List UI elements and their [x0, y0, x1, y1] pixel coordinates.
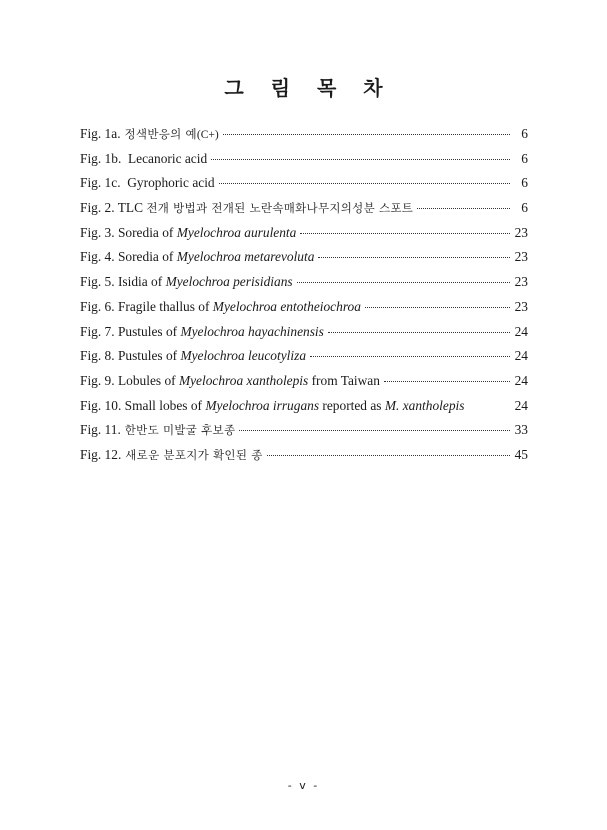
page-reference: 24	[514, 397, 528, 413]
figure-number: Fig. 1a.	[80, 126, 121, 141]
species-name: Myelochroa aurulenta	[176, 224, 297, 240]
figure-number: Fig. 4.	[80, 249, 115, 265]
page-reference: 33	[514, 422, 528, 438]
figure-number: Fig. 11.	[80, 422, 121, 438]
toc-entry-label	[80, 274, 293, 290]
toc-entry[interactable]	[80, 348, 528, 373]
toc-entry[interactable]	[80, 398, 528, 423]
page-reference: 23	[514, 249, 528, 265]
figure-number: Fig. 1b.	[80, 150, 122, 166]
caption-text: 새로운 분포지가 확인된 종	[121, 447, 263, 462]
page-reference: 24	[514, 348, 528, 364]
species-name: Myelochroa perisidians	[165, 274, 293, 290]
page-number: - v -	[287, 779, 320, 792]
caption-text: Small lobes of	[121, 397, 206, 413]
dot-leader	[239, 429, 510, 431]
dot-leader	[466, 406, 512, 407]
dot-leader	[300, 232, 510, 234]
page-reference: 23	[514, 224, 528, 240]
toc-entry-label	[80, 373, 380, 389]
toc-entry[interactable]	[80, 274, 528, 299]
toc-entry[interactable]	[80, 225, 528, 250]
dot-leader	[365, 306, 510, 308]
toc-entry[interactable]	[80, 249, 528, 274]
toc-entry-label	[80, 324, 324, 340]
toc-entry-label	[80, 126, 219, 142]
toc-entry-label	[80, 398, 464, 414]
toc-entry[interactable]	[80, 151, 528, 176]
toc-entry-label	[80, 299, 361, 315]
figure-number: Fig. 5.	[80, 274, 115, 290]
caption-text: Lobules of	[114, 372, 179, 388]
toc-entry[interactable]	[80, 200, 528, 225]
toc-entry[interactable]	[80, 299, 528, 324]
species-name: Myelochroa xantholepis	[178, 372, 309, 388]
caption-text: Soredia of	[114, 224, 177, 240]
caption-text: Gyrophoric acid	[120, 175, 215, 191]
toc-entry-label	[80, 422, 235, 438]
page-reference: 23	[514, 298, 528, 314]
figure-number: Fig. 3.	[80, 224, 115, 240]
figure-number: Fig. 2.	[80, 200, 115, 216]
species-name: Myelochroa irrugans	[205, 397, 320, 413]
toc-entry-label	[80, 348, 306, 364]
page-reference: 24	[514, 372, 528, 388]
caption-text: Fragile thallus of	[114, 298, 213, 314]
figure-number: Fig. 8.	[80, 348, 115, 364]
figure-number: Fig. 6.	[80, 298, 115, 314]
toc-entry[interactable]	[80, 447, 528, 472]
caption-text: Lecanoric acid	[121, 150, 208, 166]
caption-text: TLC	[114, 200, 147, 216]
page-reference: 45	[514, 446, 528, 462]
page-reference: 6	[521, 175, 528, 191]
toc-entry-label	[80, 175, 215, 191]
figure-number: Fig. 10.	[80, 397, 122, 413]
toc-entry-label	[80, 447, 263, 463]
dot-leader	[219, 182, 510, 184]
page-reference: 6	[521, 200, 528, 216]
caption-text: from Taiwan	[308, 372, 380, 388]
dot-leader	[384, 380, 510, 382]
caption-text: Soredia of	[114, 249, 177, 265]
dot-leader	[417, 207, 510, 209]
caption-text: 전개 방법과 전개된 노란속매화나무지의성분 스포트	[146, 201, 414, 216]
caption-text: reported as	[319, 397, 385, 413]
page-reference: 23	[514, 274, 528, 290]
caption-text: 한반도 미발굴 후보종	[120, 423, 236, 438]
figure-number: Fig. 7.	[80, 323, 115, 339]
species-name: Myelochroa hayachinensis	[180, 323, 324, 339]
caption-text: Pustules of	[114, 323, 181, 339]
toc-entry-label	[80, 225, 296, 241]
figure-list	[80, 126, 528, 472]
toc-entry[interactable]	[80, 175, 528, 200]
toc-entry-label	[80, 151, 207, 167]
toc-entry[interactable]	[80, 373, 528, 398]
dot-leader	[297, 281, 510, 283]
page-title: 그 림 목 차	[224, 76, 393, 100]
page-reference: 24	[514, 323, 528, 339]
page-reference: 6	[521, 150, 528, 166]
species-name: Myelochroa entotheiochroa	[212, 298, 361, 314]
dot-leader	[211, 158, 510, 160]
caption-text: 정색반응의 예	[120, 127, 197, 141]
toc-entry-label	[80, 200, 413, 216]
species-name: Myelochroa leucotyliza	[180, 348, 307, 364]
figure-number: Fig. 1c.	[80, 175, 121, 191]
toc-entry[interactable]	[80, 126, 528, 151]
dot-leader	[328, 331, 510, 333]
figure-number: Fig. 12.	[80, 446, 122, 462]
caption-text: Isidia of	[114, 274, 166, 290]
caption-text: (C+)	[196, 129, 219, 141]
page-reference: 6	[521, 126, 528, 141]
species-name: M. xantholepis	[384, 397, 465, 413]
figure-number: Fig. 9.	[80, 372, 115, 388]
dot-leader	[267, 454, 510, 456]
dot-leader	[310, 355, 510, 357]
caption-text: Pustules of	[114, 348, 181, 364]
toc-entry[interactable]	[80, 324, 528, 349]
toc-entry-label	[80, 249, 314, 265]
dot-leader	[318, 256, 510, 258]
dot-leader	[223, 133, 510, 135]
species-name: Myelochroa metarevoluta	[176, 249, 315, 265]
toc-entry[interactable]	[80, 422, 528, 447]
